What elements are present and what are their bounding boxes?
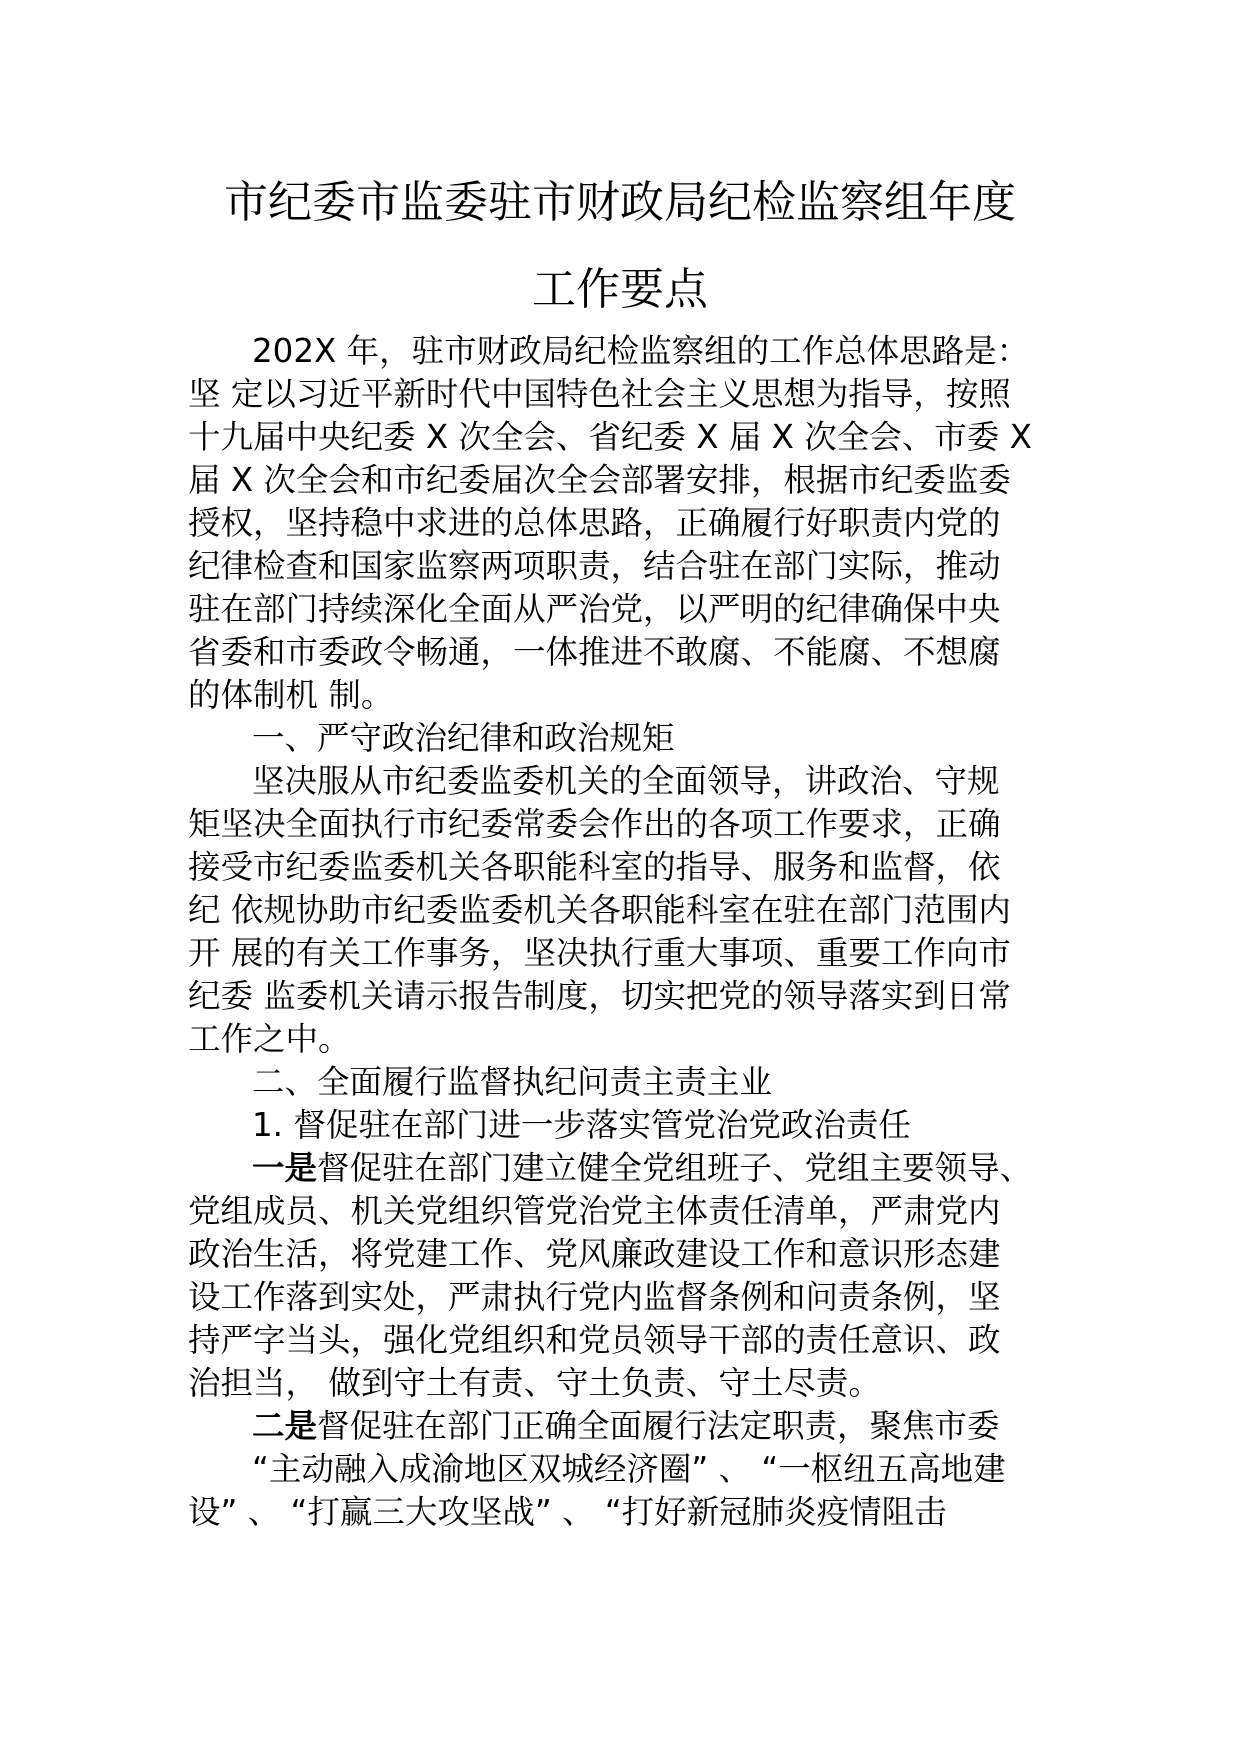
text-line <box>188 1319 1058 1362</box>
line-text: 纪委 监委机关请示报告制度，切实把党的领导落实到日常 <box>188 977 1011 1015</box>
text-line <box>188 1362 1058 1405</box>
line-text: 纪律检查和国家监察两项职责，结合驻在部门实际，推动 <box>188 547 1001 585</box>
line-text: 接受市纪委监委机关各职能科室的指导、服务和监督，依 <box>188 848 1001 886</box>
text-line <box>188 1276 1058 1319</box>
line-text: 届 X 次全会和市纪委届次全会部署安排，根据市纪委监委 <box>188 461 1011 499</box>
text-line <box>188 846 1058 889</box>
text-line <box>188 674 1058 717</box>
text-line <box>188 1190 1058 1233</box>
text-line <box>188 373 1058 416</box>
text-line <box>188 1061 1058 1104</box>
text-line <box>188 717 1058 760</box>
document-title-line-2: 工作要点 <box>532 264 708 315</box>
text-line <box>188 1448 1058 1491</box>
text-line <box>188 588 1058 631</box>
line-text: 持严字当头，强化党组织和党员领导干部的责任意识、政 <box>188 1321 1001 1359</box>
line-text: 矩坚决全面执行市纪委常委会作出的各项工作要求，正确 <box>188 805 1001 843</box>
line-text: 十九届中央纪委 X 次全会、省纪委 X 届 X 次全会、市委 X <box>188 418 1032 456</box>
text-line <box>188 932 1058 975</box>
line-text: 治担当， 做到守土有责、守土负责、守土尽责。 <box>188 1364 881 1402</box>
line-text: 党组成员、机关党组织管党治党主体责任清单，严肃党内 <box>188 1192 1001 1230</box>
text-line <box>188 803 1058 846</box>
text-line <box>188 1491 1058 1534</box>
text-line <box>188 1147 1058 1190</box>
text-line <box>188 330 1058 373</box>
document-body <box>188 330 1058 1534</box>
line-text: 驻在部门持续深化全面从严治党，以严明的纪律确保中央 <box>188 590 1001 628</box>
line-text: 设” 、 “打赢三大攻坚战” 、 “打好新冠肺炎疫情阻击 <box>188 1493 947 1531</box>
line-text: 督促驻在部门建立健全党组班子、党组主要领导、 <box>317 1149 1033 1187</box>
line-text: 坚 定以习近平新时代中国特色社会主义思想为指导，按照 <box>188 375 1011 413</box>
text-line <box>188 760 1058 803</box>
line-text: 二、全面履行监督执纪问责主责主业 <box>252 1063 773 1101</box>
line-text: 政治生活，将党建工作、党风廉政建设工作和意识形态建 <box>188 1235 1001 1273</box>
line-text: 授权，坚持稳中求进的总体思路，正确履行好职责内党的 <box>188 504 1001 542</box>
document-title-line-1: 市纪委市监委驻市财政局纪检监察组年度 <box>224 177 1016 228</box>
text-line <box>188 416 1058 459</box>
line-text: 1. 督促驻在部门进一步落实管党治党政治责任 <box>252 1106 911 1144</box>
text-line <box>188 502 1058 545</box>
text-line <box>188 889 1058 932</box>
line-text: 设工作落到实处，严肃执行党内监督条例和问责条例，坚 <box>188 1278 1001 1316</box>
line-text: 202X 年，驻市财政局纪检监察组的工作总体思路是： <box>252 332 1030 370</box>
text-line <box>188 975 1058 1018</box>
bold-lead-text: 一是 <box>252 1149 318 1187</box>
text-line <box>188 1018 1058 1061</box>
line-text: 的体制机 制。 <box>188 676 394 714</box>
line-text: 工作之中。 <box>188 1020 351 1058</box>
bold-lead-text: 二是 <box>252 1407 318 1445</box>
text-line <box>188 459 1058 502</box>
line-text: 一、严守政治纪律和政治规矩 <box>252 719 675 757</box>
line-text: 坚决服从市纪委监委机关的全面领导，讲政治、守规 <box>252 762 1000 800</box>
line-text: 督促驻在部门正确全面履行法定职责，聚焦市委 <box>317 1407 1000 1445</box>
text-line <box>188 1233 1058 1276</box>
line-text: 纪 依规协助市纪委监委机关各职能科室在驻在部门范围内 <box>188 891 1011 929</box>
text-line <box>188 631 1058 674</box>
text-line <box>188 1104 1058 1147</box>
line-text: 开 展的有关工作事务，坚决执行重大事项、重要工作向市 <box>188 934 1011 972</box>
text-line <box>188 1405 1058 1448</box>
text-line <box>188 545 1058 588</box>
line-text: “主动融入成渝地区双城经济圈” 、 “一枢纽五高地建 <box>252 1450 1006 1488</box>
line-text: 省委和市委政令畅通，一体推进不敢腐、不能腐、不想腐 <box>188 633 1001 671</box>
